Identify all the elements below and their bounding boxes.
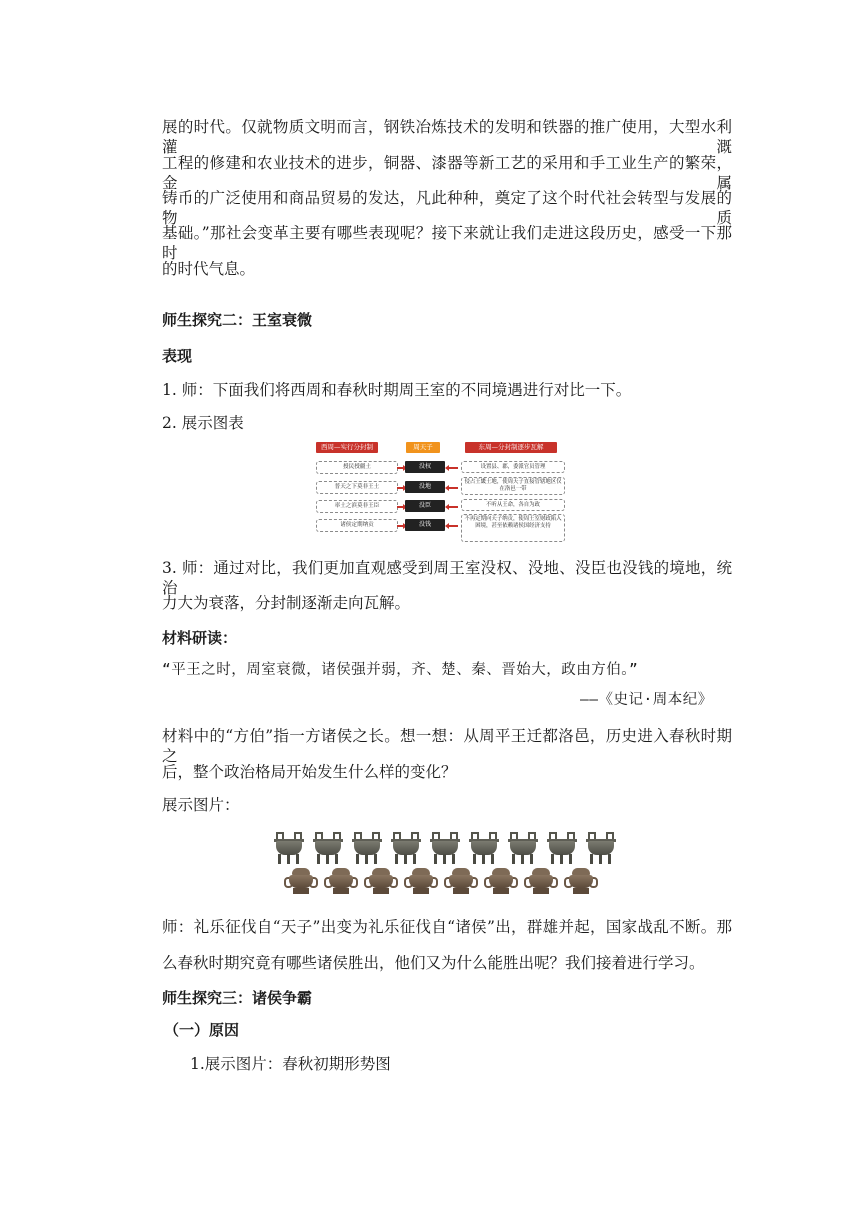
ding-vessel	[350, 832, 384, 864]
gui-vessel	[564, 866, 598, 896]
gui-vessel	[324, 866, 358, 896]
center-item-3: 没臣	[405, 500, 445, 512]
center-header: 周天子	[406, 442, 440, 453]
arrow-left-1	[448, 467, 458, 469]
ding-vessel	[428, 832, 462, 864]
ding-vessel	[545, 832, 579, 864]
right-header: 东周—分封制逐步瓦解	[465, 442, 557, 453]
intro-line-2: 工程的修建和农业技术的进步，铜器、漆器等新工艺的采用和手工业生产的繁荣，金属	[162, 154, 732, 192]
intro-line-4: 基础。”那社会变革主要有哪些表现呢？接下来就让我们走进这段历史，感受一下那时	[162, 224, 732, 262]
ding-vessel	[272, 832, 306, 864]
show-picture-label: 展示图片：	[162, 796, 240, 814]
center-item-4: 没钱	[405, 519, 445, 531]
arrow-left-3	[448, 506, 458, 508]
reason-item-1: 1.展示图片：春秋初期形势图	[190, 1055, 391, 1073]
intro-line-5: 的时代气息。	[162, 260, 256, 278]
left-item-4: 诸侯定期纳贡	[316, 519, 398, 532]
intro-line-3: 铸币的广泛使用和商品贸易的发达，凡此种种，奠定了这个时代社会转型与发展的物质	[162, 189, 732, 227]
ding-vessel	[584, 832, 618, 864]
reason-heading: （一）原因	[164, 1021, 240, 1039]
arrow-left-4	[448, 525, 458, 527]
right-item-3: 不听从王命，各自为政	[461, 499, 565, 511]
right-item-4: 不再定期向天子纳贡，使周王室财政陷入困境，甚至依赖诸侯国经济支持	[461, 514, 565, 542]
intro-line-1: 展的时代。仅就物质文明而言，钢铁冶炼技术的发明和铁器的推广使用，大型水利灌溉	[162, 118, 732, 156]
teacher-line-2: 么春秋时期究竟有哪些诸侯胜出，他们又为什么能胜出呢？我们接着进行学习。	[162, 954, 705, 972]
ding-vessel	[389, 832, 423, 864]
section2-title: 师生探究二：王室衰微	[162, 311, 313, 329]
gui-vessel	[404, 866, 438, 896]
material-title: 材料研读：	[162, 629, 238, 647]
left-item-2: 普天之下莫非王土	[316, 481, 398, 494]
right-item-2: 侵占王畿土地，使周天子直接管辖地区仅在洛邑一带	[461, 477, 565, 495]
ding-vessel	[311, 832, 345, 864]
bronze-vessels-image	[272, 832, 618, 896]
item-3-line-2: 力大为衰落，分封制逐渐走向瓦解。	[162, 594, 411, 612]
teacher-line-1: 师：礼乐征伐自“天子”出变为礼乐征伐自“诸侯”出，群雄并起，国家战乱不断。那	[162, 918, 732, 936]
section3-title: 师生探究三：诸侯争霸	[162, 989, 313, 1007]
arrow-right-4	[397, 525, 404, 527]
gui-vessel	[484, 866, 518, 896]
gui-vessel	[284, 866, 318, 896]
center-item-2: 没地	[405, 481, 445, 493]
gui-vessel	[444, 866, 478, 896]
fangbo-line-2: 后，整个政治格局开始发生什么样的变化？	[162, 763, 457, 781]
gui-vessel	[524, 866, 558, 896]
quote-source: ——《史记·周本纪》	[580, 692, 713, 708]
arrow-left-2	[448, 487, 458, 489]
arrow-right-1	[397, 467, 404, 469]
left-item-1: 授民授疆土	[316, 461, 398, 474]
biaoxian-heading: 表现	[162, 347, 193, 365]
left-header: 西周—实行分封制	[316, 442, 378, 453]
arrow-right-2	[397, 487, 404, 489]
right-item-1: 设置县、郡，委派官员管理	[461, 461, 565, 473]
gui-vessel	[364, 866, 398, 896]
item-3-line-1: 3. 师：通过对比，我们更加直观感受到周王室没权、没地、没臣也没钱的境地，统治	[162, 559, 732, 597]
item-2: 2. 展示图表	[162, 414, 244, 432]
left-item-3: 率土之滨莫非王臣	[316, 500, 398, 513]
comparison-diagram	[313, 442, 569, 544]
quote-text: “平王之时，周室衰微，诸侯强并弱，齐、楚、秦、晋始大，政由方伯。”	[162, 662, 639, 678]
item-1: 1. 师：下面我们将西周和春秋时期周王室的不同境遇进行对比一下。	[162, 381, 632, 399]
fangbo-line-1: 材料中的“方伯”指一方诸侯之长。想一想：从周平王迁都洛邑，历史进入春秋时期之	[162, 727, 732, 765]
ding-vessel	[467, 832, 501, 864]
ding-vessel	[506, 832, 540, 864]
center-item-1: 没权	[405, 461, 445, 473]
arrow-right-3	[397, 506, 404, 508]
